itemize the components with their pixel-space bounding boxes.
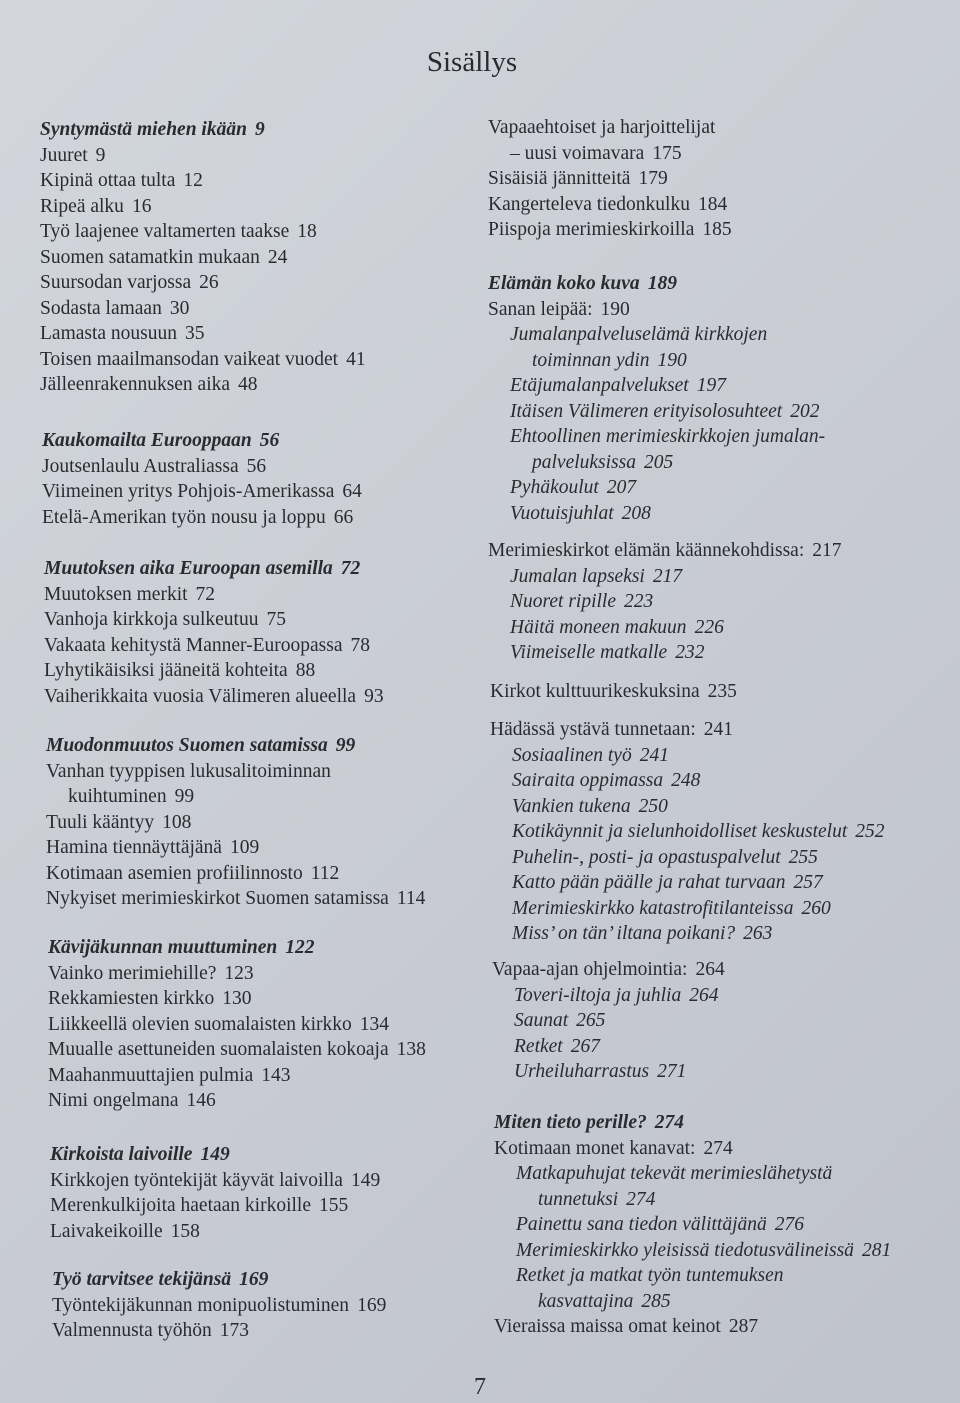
toc-entry-title: Etelä-Amerikan työn nousu ja loppu <box>42 506 326 528</box>
toc-page-number: 226 <box>694 616 724 638</box>
toc-entry <box>40 194 366 220</box>
toc-entry <box>52 1318 386 1344</box>
toc-entry-title: Kirkot kulttuurikeskuksina <box>490 681 700 702</box>
toc-page-number: 18 <box>297 221 317 242</box>
toc-page-number: 72 <box>340 558 361 579</box>
toc-page-number: 75 <box>266 609 286 630</box>
toc-entry <box>40 347 366 373</box>
toc-page-number: 207 <box>606 477 637 498</box>
toc-section-heading <box>488 271 825 297</box>
toc-section <box>44 556 384 709</box>
toc-entry-title: Urheiluharrastus <box>514 1061 650 1082</box>
toc-entry <box>40 168 366 194</box>
toc-entry-title: Jälleenrakennuksen aika <box>40 374 231 395</box>
toc-entry-title: Toisen maailmansodan vaikeat vuodet <box>40 348 339 370</box>
toc-entry <box>48 1037 426 1063</box>
toc-entry <box>42 454 362 480</box>
toc-entry-title: Toveri-iltoja ja juhlia <box>514 984 682 1006</box>
toc-page-number: 274 <box>654 1112 684 1133</box>
toc-entry <box>490 794 885 820</box>
toc-page-number: 235 <box>707 681 737 702</box>
toc-page-number: 217 <box>652 565 683 587</box>
toc-page-number: 130 <box>222 988 252 1009</box>
toc-page-number: 155 <box>319 1195 349 1216</box>
page-title: Sisällys <box>426 46 518 78</box>
toc-entry-title: Vapaaehtoiset ja harjoittelijat <box>488 117 716 138</box>
toc-entry-title: Vieraissa maissa omat keinot <box>494 1316 721 1337</box>
toc-entry <box>44 582 384 608</box>
toc-entry <box>490 743 885 769</box>
toc-entry <box>46 861 425 887</box>
toc-entry <box>488 538 842 564</box>
toc-entry <box>494 1263 891 1314</box>
toc-page-number: 285 <box>641 1290 671 1312</box>
toc-page-number: 190 <box>657 349 687 371</box>
toc-entry-title: Vakaata kehitystä Manner-Euroopassa <box>44 634 343 656</box>
toc-entry-title: Saunat <box>514 1010 569 1031</box>
toc-entry-title: Kotikäynnit ja sielunhoidolliset keskustelut <box>512 821 848 842</box>
toc-entry-title-continued: kuihtuminen <box>68 786 167 807</box>
toc-entry <box>40 296 366 322</box>
toc-page-number: 264 <box>689 984 719 1006</box>
toc-entry-title: Kävijäkunnan muuttuminen <box>48 937 278 958</box>
toc-page-number: 123 <box>224 962 254 984</box>
toc-entry <box>492 1034 725 1060</box>
toc-page-number: 64 <box>342 481 362 502</box>
toc-entry <box>40 270 366 296</box>
toc-entry-title: Hädässä ystävä tunnetaan: <box>490 719 696 740</box>
toc-entry-title: Sodasta lamaan <box>40 297 162 319</box>
toc-section-heading <box>40 117 366 143</box>
toc-section <box>488 271 825 526</box>
toc-page-number: 205 <box>643 451 674 473</box>
toc-page-number: 190 <box>600 298 630 320</box>
toc-entry-title: Muutoksen aika Euroopan asemilla <box>44 558 333 579</box>
toc-entry-title: Suursodan varjossa <box>40 272 192 293</box>
toc-entry <box>42 505 362 531</box>
toc-section <box>492 957 725 1085</box>
toc-page-number: 208 <box>621 502 651 524</box>
toc-entry <box>488 166 732 192</box>
toc-entry <box>488 115 732 166</box>
toc-entry <box>488 192 732 218</box>
toc-entry-continuation <box>510 450 825 476</box>
toc-page-number: 175 <box>652 142 682 164</box>
toc-section-heading <box>494 1110 891 1136</box>
toc-page-number: 223 <box>623 591 654 612</box>
toc-page-number: 12 <box>183 170 203 191</box>
toc-page-number: 26 <box>199 272 219 293</box>
toc-entry-title: Ehtoollinen merimieskirkkojen jumalan- <box>510 426 826 447</box>
toc-entry-title: Sisäisiä jännitteitä <box>488 168 631 189</box>
toc-entry <box>50 1193 380 1219</box>
toc-section-heading <box>48 935 426 961</box>
toc-entry-title: Retket ja matkat työn tuntemuksen <box>516 1265 784 1286</box>
toc-entry-title-continued: toiminnan ydin <box>532 349 650 371</box>
toc-entry <box>44 633 384 659</box>
toc-page-number: 72 <box>195 583 216 605</box>
toc-entry-title: Kotimaan asemien profiilinnosto <box>46 862 303 884</box>
toc-entry-continuation <box>516 1289 891 1315</box>
toc-section <box>52 1267 386 1344</box>
toc-entry-title-continued: – uusi voimavara <box>510 142 645 164</box>
toc-entry <box>488 589 842 615</box>
toc-page-number: 241 <box>703 719 734 740</box>
toc-entry-title: Vainko merimiehille? <box>48 962 217 984</box>
toc-page-number: 78 <box>350 634 370 656</box>
toc-page-number: 9 <box>254 119 265 140</box>
toc-page-number: 287 <box>728 1316 759 1337</box>
toc-entry-title-continued: palveluksissa <box>532 451 636 473</box>
toc-entry-title-continued: tunnetuksi <box>538 1188 619 1210</box>
toc-page-number: 179 <box>638 168 668 189</box>
toc-page-number: 248 <box>671 770 701 791</box>
toc-page-number: 271 <box>657 1061 687 1082</box>
toc-entry-title: Vanhoja kirkkoja sulkeutuu <box>44 609 259 630</box>
toc-entry-title: Vankien tukena <box>512 795 631 817</box>
toc-section-heading <box>44 556 384 582</box>
toc-entry-title: Merenkulkijoita haetaan kirkoille <box>50 1195 311 1216</box>
toc-page-number: 267 <box>570 1035 600 1057</box>
toc-page-number: 189 <box>647 273 677 294</box>
toc-page-number: 263 <box>743 923 773 944</box>
toc-page-number: 146 <box>186 1090 216 1111</box>
toc-entry-title: Jumalan lapseksi <box>510 565 645 587</box>
toc-entry-title: Muodonmuutos Suomen satamissa <box>46 735 328 756</box>
toc-entry <box>490 896 885 922</box>
toc-entry-title: Laivakeikoille <box>50 1220 163 1242</box>
toc-section <box>488 115 732 243</box>
toc-entry <box>488 564 842 590</box>
toc-entry-title: Lyhytikäisiksi jääneitä kohteita <box>44 660 288 681</box>
toc-entry-title: Elämän koko kuva <box>488 273 640 294</box>
toc-entry-title-continued: kasvattajina <box>538 1290 634 1312</box>
toc-page-number: 173 <box>219 1320 250 1341</box>
toc-entry-title: Vapaa-ajan ohjelmointia: <box>492 959 688 980</box>
toc-page-number: 112 <box>310 862 340 884</box>
toc-entry-title: Sosiaalinen työ <box>512 744 632 766</box>
page-number: 7 <box>474 1374 486 1400</box>
toc-entry-title: Merimieskirkko yleisissä tiedotusvälineissä <box>516 1239 854 1261</box>
toc-section <box>490 679 737 705</box>
toc-entry <box>488 297 825 323</box>
toc-entry-title: Viimeinen yritys Pohjois-Amerikassa <box>42 481 335 502</box>
toc-entry <box>40 219 366 245</box>
toc-entry <box>490 819 885 845</box>
toc-page-number: 108 <box>162 811 192 833</box>
toc-entry-title: Merimieskirkko katastrofitilanteissa <box>512 897 794 919</box>
toc-page-number: 9 <box>95 144 106 166</box>
toc-entry <box>494 1161 891 1212</box>
toc-section <box>50 1142 380 1244</box>
toc-entry <box>44 658 384 684</box>
toc-page-number: 202 <box>790 400 820 422</box>
toc-entry <box>490 921 885 947</box>
toc-page-number: 260 <box>801 897 831 919</box>
toc-entry-title: Muutoksen merkit <box>44 583 188 605</box>
toc-page-number: 109 <box>229 837 260 858</box>
toc-entry <box>490 717 885 743</box>
toc-entry-title: Kangerteleva tiedonkulku <box>488 193 690 215</box>
toc-page-number: 197 <box>696 375 726 396</box>
toc-entry-title: Kaukomailta Eurooppaan <box>42 430 252 451</box>
toc-entry <box>44 607 384 633</box>
toc-entry-title: Tuuli kääntyy <box>46 811 155 833</box>
toc-section <box>488 538 842 666</box>
toc-entry <box>488 615 842 641</box>
toc-section-heading <box>50 1142 380 1168</box>
toc-entry-title: Joutsenlaulu Australiassa <box>42 455 239 477</box>
toc-page-number: 30 <box>169 297 190 319</box>
toc-entry <box>46 835 425 861</box>
toc-entry-title: Nimi ongelmana <box>48 1090 179 1111</box>
toc-entry-title: Kirkkojen työntekijät käyvät laivoilla <box>50 1169 343 1191</box>
toc-entry <box>488 322 825 373</box>
toc-entry <box>46 886 425 912</box>
toc-entry-continuation <box>488 141 732 167</box>
toc-entry-title: Nuoret ripille <box>510 591 616 612</box>
toc-entry <box>488 640 842 666</box>
toc-entry <box>488 475 825 501</box>
toc-page-number: 250 <box>638 795 668 817</box>
toc-entry-title: Hamina tiennäyttäjänä <box>46 837 222 858</box>
toc-section <box>42 428 362 530</box>
toc-entry-title: Painettu sana tiedon välittäjänä <box>516 1214 767 1235</box>
toc-entry-continuation <box>516 1187 891 1213</box>
toc-entry <box>488 399 825 425</box>
toc-entry-title: Kirkoista laivoille <box>50 1144 193 1165</box>
toc-entry <box>40 143 366 169</box>
toc-page-number: 24 <box>267 246 288 268</box>
toc-entry-title: Syntymästä miehen ikään <box>40 119 247 140</box>
toc-entry <box>494 1212 891 1238</box>
toc-entry-title: Miten tieto perille? <box>494 1112 647 1133</box>
toc-entry-title: Sairaita oppimassa <box>512 770 664 791</box>
toc-page-number: 138 <box>396 1039 426 1060</box>
toc-page-number: 252 <box>855 821 885 842</box>
toc-page-number: 274 <box>703 1137 733 1159</box>
toc-entry <box>48 1088 426 1114</box>
toc-entry <box>40 321 366 347</box>
toc-page-number: 88 <box>295 660 316 681</box>
toc-entry-title: Maahanmuuttajien pulmia <box>48 1064 254 1086</box>
toc-entry-title: Matkapuhujat tekevät merimieslähetystä <box>516 1163 833 1184</box>
toc-entry <box>494 1314 891 1340</box>
toc-entry <box>48 986 426 1012</box>
toc-entry <box>40 372 366 398</box>
toc-entry <box>488 373 825 399</box>
toc-entry-continuation <box>46 784 425 810</box>
toc-page-number: 158 <box>170 1220 200 1242</box>
toc-entry-title: Viimeiselle matkalle <box>510 642 668 663</box>
toc-entry-title: Puhelin-, posti- ja opastuspalvelut <box>512 846 781 868</box>
toc-entry <box>490 679 737 705</box>
toc-section-heading <box>52 1267 386 1293</box>
toc-page-number: 99 <box>335 735 356 756</box>
toc-page-number: 48 <box>238 374 258 395</box>
toc-page-number: 217 <box>812 540 842 561</box>
toc-page-number: 143 <box>261 1064 291 1086</box>
toc-section <box>494 1110 891 1340</box>
toc-page-number: 169 <box>357 1294 387 1316</box>
toc-entry <box>494 1238 891 1264</box>
toc-entry-title: Rekkamiesten kirkko <box>48 988 215 1009</box>
toc-section <box>40 117 366 398</box>
toc-entry-title: Kipinä ottaa tulta <box>40 170 176 191</box>
toc-entry-title: Muualle asettuneiden suomalaisten kokoaja <box>48 1039 389 1060</box>
toc-page-number: 56 <box>246 455 267 477</box>
toc-page-number: 281 <box>861 1239 892 1261</box>
toc-entry-title: Ripeä alku <box>40 195 124 217</box>
toc-entry <box>494 1136 891 1162</box>
toc-entry <box>50 1168 380 1194</box>
toc-page-number: 169 <box>239 1269 269 1290</box>
toc-entry <box>490 870 885 896</box>
toc-entry <box>46 759 425 810</box>
toc-entry-title: Työ tarvitsee tekijänsä <box>52 1269 232 1290</box>
toc-page-number: 255 <box>788 846 818 868</box>
toc-entry <box>48 961 426 987</box>
toc-entry <box>50 1219 380 1245</box>
toc-entry <box>492 957 725 983</box>
toc-page-number: 149 <box>350 1169 381 1191</box>
toc-page-number: 93 <box>364 685 384 707</box>
toc-entry-title: Häitä moneen makuun <box>510 616 687 638</box>
toc-entry <box>488 501 825 527</box>
toc-entry <box>48 1012 426 1038</box>
toc-page-number: 184 <box>697 193 728 215</box>
toc-page-number: 99 <box>174 786 195 807</box>
toc-entry-title: Valmennusta työhön <box>52 1320 212 1341</box>
toc-entry-title: Sanan leipää: <box>488 298 593 320</box>
toc-page-number: 35 <box>185 323 205 344</box>
toc-page-number: 276 <box>774 1214 805 1235</box>
toc-entry <box>488 217 732 243</box>
toc-page-number: 264 <box>695 959 725 980</box>
toc-entry-title: Kotimaan monet kanavat: <box>494 1137 696 1159</box>
toc-entry-title: Miss’ on tän’ iltana poikani? <box>512 923 736 944</box>
toc-entry-title: Pyhäkoulut <box>510 477 599 498</box>
toc-entry-title: Nykyiset merimieskirkot Suomen satamissa <box>46 888 389 909</box>
toc-section <box>490 717 885 947</box>
toc-page-number: 232 <box>675 642 705 663</box>
toc-entry <box>492 983 725 1009</box>
toc-page-number: 257 <box>793 872 823 893</box>
toc-page-number: 265 <box>576 1010 606 1031</box>
toc-page-number: 16 <box>131 195 152 217</box>
toc-page-number: 56 <box>259 430 280 451</box>
toc-section <box>48 935 426 1114</box>
toc-entry <box>40 245 366 271</box>
toc-entry-title: Työ laajenee valtamerten taakse <box>40 221 290 242</box>
toc-page-number: 122 <box>285 937 315 958</box>
toc-entry-title: Retket <box>514 1035 563 1057</box>
toc-entry-title: Vuotuisjuhlat <box>510 502 614 524</box>
toc-entry <box>490 845 885 871</box>
toc-page-number: 149 <box>200 1144 230 1165</box>
toc-entry <box>46 810 425 836</box>
toc-entry <box>490 768 885 794</box>
toc-page-number: 134 <box>359 1013 390 1035</box>
toc-entry-continuation <box>510 348 825 374</box>
toc-entry-title: Suomen satamatkin mukaan <box>40 246 260 268</box>
toc-entry-title: Lamasta nousuun <box>40 323 178 344</box>
toc-entry <box>52 1293 386 1319</box>
toc-entry <box>488 424 825 475</box>
toc-page-number: 185 <box>702 219 732 240</box>
toc-page-number: 66 <box>333 506 354 528</box>
toc-entry-title: Katto pään päälle ja rahat turvaan <box>512 872 786 893</box>
toc-entry-title: Etäjumalanpalvelukset <box>510 375 689 396</box>
toc-entry-title: Piispoja merimieskirkoilla <box>488 219 695 240</box>
toc-entry-title: Liikkeellä olevien suomalaisten kirkko <box>48 1013 352 1035</box>
toc-page-number: 241 <box>639 744 669 766</box>
toc-section-heading <box>46 733 425 759</box>
toc-entry-title: Vanhan tyyppisen lukusalitoiminnan <box>46 760 331 782</box>
toc-page-number: 114 <box>396 888 426 909</box>
toc-page-number: 41 <box>346 348 366 370</box>
toc-entry <box>492 1008 725 1034</box>
toc-entry <box>48 1063 426 1089</box>
toc-entry-title: Merimieskirkot elämän käännekohdissa: <box>488 540 805 561</box>
toc-page-number: 274 <box>626 1188 656 1210</box>
toc-entry-title: Työntekijäkunnan monipuolistuminen <box>52 1294 350 1316</box>
toc-section <box>46 733 425 912</box>
toc-entry-title: Vaiherikkaita vuosia Välimeren alueella <box>44 685 357 707</box>
toc-entry-title: Jumalanpalveluselämä kirkkojen <box>510 324 768 345</box>
toc-entry <box>42 479 362 505</box>
toc-entry <box>492 1059 725 1085</box>
toc-section-heading <box>42 428 362 454</box>
toc-entry-title: Itäisen Välimeren erityisolosuhteet <box>510 400 783 422</box>
toc-entry-title: Juuret <box>40 144 88 166</box>
toc-entry <box>44 684 384 710</box>
